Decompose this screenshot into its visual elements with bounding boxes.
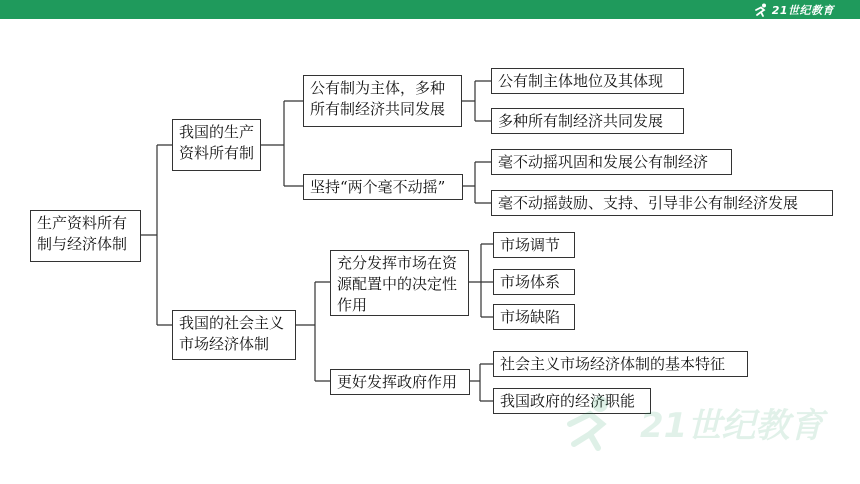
leaf-label: 市场缺陷 bbox=[500, 308, 561, 326]
branch-ownership-node bbox=[172, 119, 261, 171]
leaf-node bbox=[493, 269, 575, 295]
root-node bbox=[30, 210, 141, 262]
branch-ownership-label: 我国的生产资料所有制 bbox=[179, 123, 255, 162]
leaf-node bbox=[491, 149, 732, 175]
sub-market-role-node bbox=[330, 250, 469, 316]
leaf-label: 毫不动摇巩固和发展公有制经济 bbox=[498, 153, 709, 171]
watermark-text: 21世纪教育 bbox=[640, 406, 824, 446]
sub-government-role-label: 更好发挥政府作用 bbox=[337, 373, 458, 391]
leaf-label: 公有制主体地位及其体现 bbox=[498, 72, 664, 90]
sub-public-ownership-label: 公有制为主体，多种所有制经济共同发展 bbox=[310, 79, 446, 118]
leaf-label: 市场调节 bbox=[500, 236, 561, 254]
leaf-node bbox=[493, 232, 575, 258]
sub-market-role-label: 充分发挥市场在资源配置中的决定性作用 bbox=[337, 254, 458, 314]
leaf-node bbox=[491, 108, 684, 134]
branch-market-economy-label: 我国的社会主义市场经济体制 bbox=[179, 314, 285, 353]
sub-two-unwavering-label: 坚持“两个毫不动摇” bbox=[310, 178, 446, 196]
leaf-node bbox=[491, 68, 684, 94]
logo-text: 21世纪教育 bbox=[771, 3, 834, 17]
sub-government-role-node bbox=[330, 369, 470, 395]
leaf-label: 多种所有制经济共同发展 bbox=[498, 112, 664, 130]
leaf-node bbox=[493, 351, 748, 377]
leaf-label: 社会主义市场经济体制的基本特征 bbox=[500, 355, 726, 373]
leaf-node bbox=[491, 190, 833, 216]
leaf-label: 我国政府的经济职能 bbox=[500, 392, 636, 410]
leaf-label: 毫不动摇鼓励、支持、引导非公有制经济发展 bbox=[498, 194, 799, 212]
sub-two-unwavering-node bbox=[303, 174, 463, 200]
leaf-label: 市场体系 bbox=[500, 273, 561, 291]
root-label: 生产资料所有制与经济体制 bbox=[37, 214, 128, 253]
branch-market-economy-node bbox=[172, 310, 296, 360]
sub-public-ownership-node bbox=[303, 75, 462, 127]
leaf-node bbox=[493, 304, 575, 330]
